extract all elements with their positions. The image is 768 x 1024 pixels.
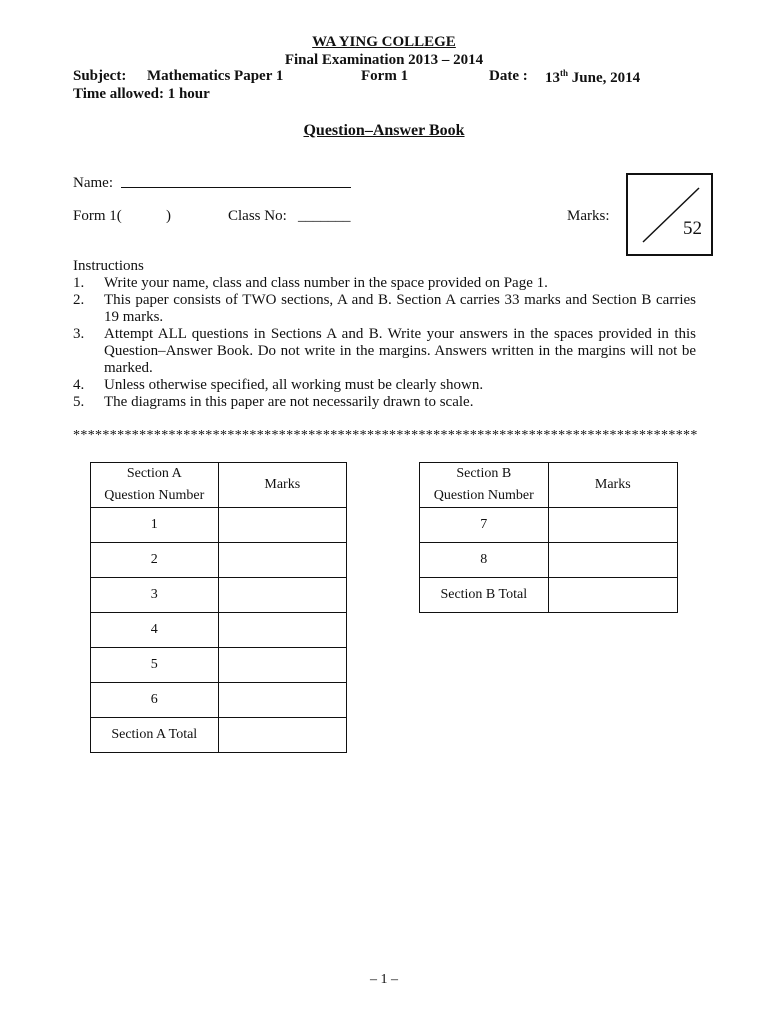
- exam-title: Final Examination 2013 – 2014: [284, 52, 484, 68]
- instruction-item: 4. Unless otherwise specified, all working must be clearly shown.: [73, 377, 484, 393]
- question-number: 6: [91, 683, 219, 718]
- table-row: [91, 543, 347, 578]
- school-name: WA YING COLLEGE: [312, 34, 456, 50]
- section-b-marks-header: Marks: [548, 463, 677, 508]
- section-a-total-cell[interactable]: [218, 718, 346, 753]
- marks-cell[interactable]: [218, 648, 346, 683]
- section-b-total-label: Section B Total: [420, 578, 549, 613]
- instruction-item: 2. This paper consists of TWO sections, A and B. Section A carries 33 marks and Section B carries 19 marks.: [73, 292, 696, 325]
- marks-cell[interactable]: [218, 683, 346, 718]
- table-row: [420, 578, 678, 613]
- table-row: [91, 613, 347, 648]
- table-row: [91, 718, 347, 753]
- marks-box[interactable]: [626, 173, 713, 256]
- instruction-item: 5. The diagrams in this paper are not necessarily drawn to scale.: [73, 394, 474, 410]
- question-number: 1: [91, 508, 219, 543]
- marks-cell[interactable]: [218, 543, 346, 578]
- class-no-label: Class No:: [228, 208, 287, 224]
- total-marks: 52: [683, 218, 702, 239]
- subject-label: Subject:: [73, 68, 127, 84]
- question-number: 3: [91, 578, 219, 613]
- question-number: 7: [420, 508, 549, 543]
- instructions-title: Instructions: [73, 258, 144, 274]
- section-a-table: [90, 462, 347, 753]
- table-row: [91, 683, 347, 718]
- table-row: [420, 508, 678, 543]
- form-close-paren: ): [166, 208, 171, 224]
- marks-cell[interactable]: [218, 578, 346, 613]
- book-title: Question–Answer Book: [303, 122, 465, 139]
- instruction-item: 1. Write your name, class and class number in the space provided on Page 1.: [73, 275, 548, 291]
- question-number: 2: [91, 543, 219, 578]
- marks-cell[interactable]: [218, 613, 346, 648]
- marks-slash-icon: [628, 175, 711, 254]
- separator-line: *************************************************************************************: [73, 428, 698, 443]
- time-allowed: Time allowed: 1 hour: [73, 86, 210, 102]
- instruction-item: 3. Attempt ALL questions in Sections A and B. Write your answers in the spaces provided in this Question–Answer Book. Do not write in the margins. Answers written in the margins will not be marked.: [73, 326, 696, 376]
- form-label: Form 1(: [73, 208, 122, 224]
- page-number: – 1 –: [370, 972, 398, 987]
- marks-cell[interactable]: [548, 508, 677, 543]
- name-field[interactable]: [121, 187, 351, 188]
- table-row: [91, 578, 347, 613]
- marks-cell[interactable]: [548, 543, 677, 578]
- table-row: [91, 508, 347, 543]
- section-a-header: Section A Question Number: [91, 463, 219, 508]
- question-number: 8: [420, 543, 549, 578]
- marks-cell[interactable]: [218, 508, 346, 543]
- question-number: 5: [91, 648, 219, 683]
- table-row: [91, 648, 347, 683]
- subject-value: Mathematics Paper 1: [147, 68, 284, 84]
- class-no-field[interactable]: _______: [298, 208, 351, 224]
- section-b-header: Section B Question Number: [420, 463, 549, 508]
- date-label: Date :: [489, 68, 528, 84]
- table-row: [420, 543, 678, 578]
- question-number: 4: [91, 613, 219, 648]
- section-b-table: [419, 462, 678, 613]
- marks-label: Marks:: [567, 208, 610, 224]
- exam-date: 13th June, 2014: [545, 68, 641, 86]
- name-label: Name:: [73, 175, 113, 191]
- form-value: Form 1: [361, 68, 409, 84]
- section-a-total-label: Section A Total: [91, 718, 219, 753]
- instructions-list: [73, 275, 696, 411]
- form-class-field[interactable]: [122, 206, 164, 224]
- section-b-total-cell[interactable]: [548, 578, 677, 613]
- section-a-marks-header: Marks: [218, 463, 346, 508]
